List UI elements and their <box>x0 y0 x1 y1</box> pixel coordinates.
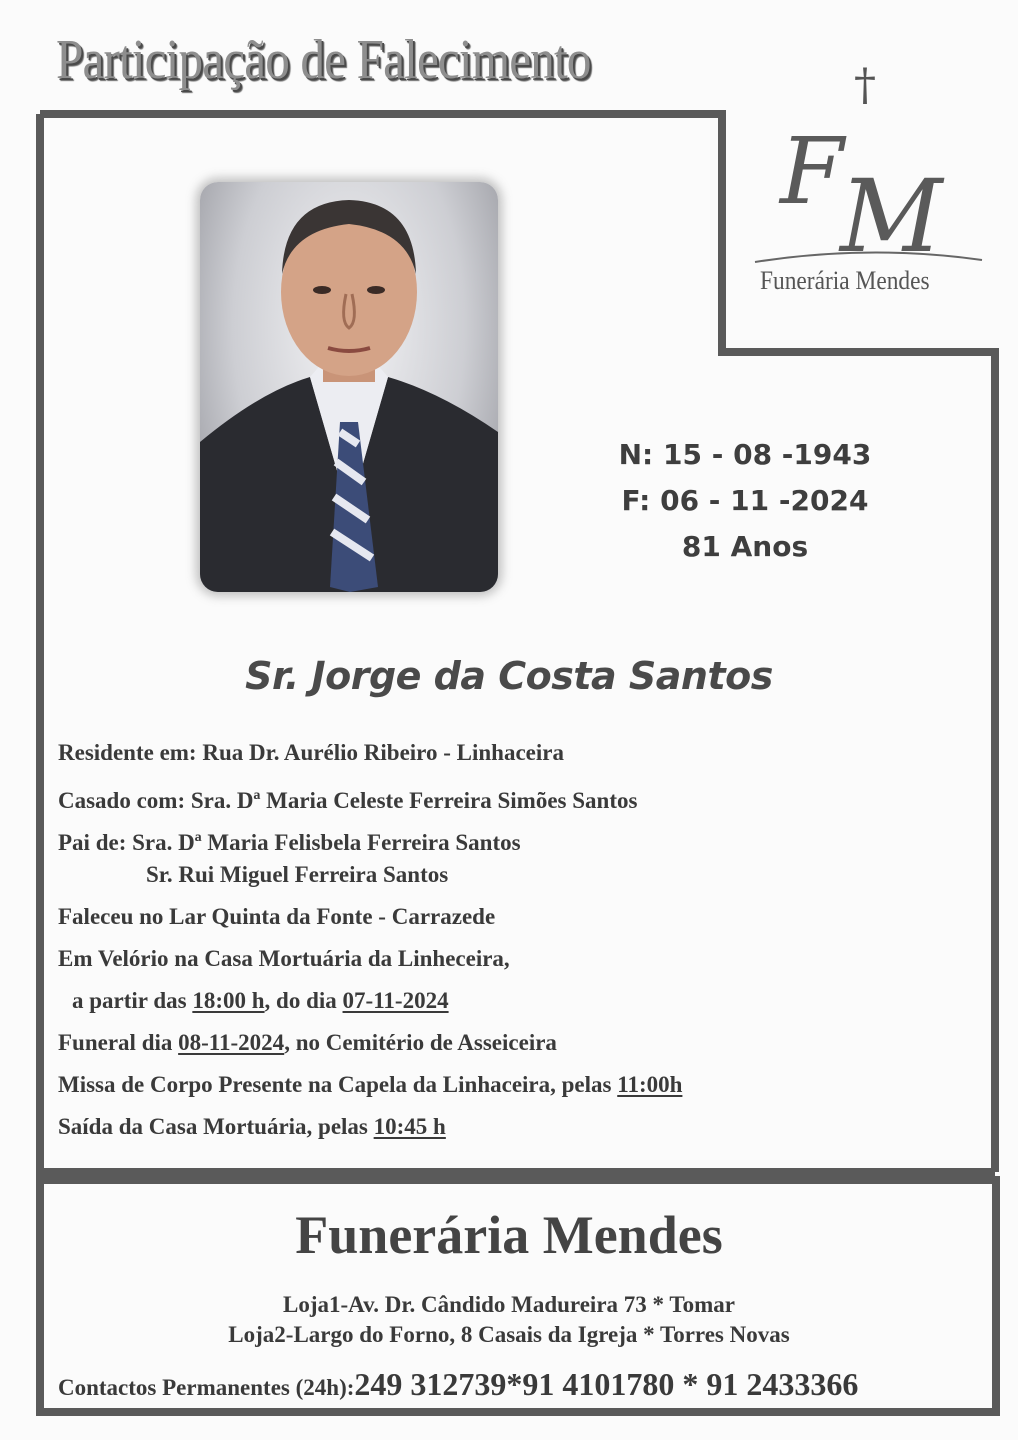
death-date: F: 06 - 11 -2024 <box>621 484 869 517</box>
life-dates <box>600 432 890 570</box>
funeraria-logo <box>750 60 990 310</box>
wake-time-line <box>72 988 449 1014</box>
contacts-line <box>58 1366 858 1403</box>
departure-prefix: Saída da Casa Mortuária, pelas <box>58 1114 374 1139</box>
children-line-2: Sr. Rui Miguel Ferreira Santos <box>146 862 449 887</box>
departure-time: 10:45 h <box>373 1114 446 1139</box>
monogram-letter-f: F <box>780 118 844 225</box>
death-place-line: Faleceu no Lar Quinta da Fonte - Carrazede <box>58 904 496 929</box>
birth-date: N: 15 - 08 -1943 <box>618 438 872 471</box>
mass-prefix: Missa de Corpo Presente na Capela da Linhaceira, pelas <box>58 1072 618 1097</box>
footer-brand: Funerária Mendes <box>295 1205 723 1265</box>
store-address-2: Loja2-Largo do Forno, 8 Casais da Igreja * Torres Novas <box>228 1322 790 1347</box>
wake-line: Em Velório na Casa Mortuária da Linheceira, <box>58 946 510 971</box>
departure-line <box>58 1114 446 1140</box>
mass-time: 11:00h <box>617 1072 683 1097</box>
wake-from-prefix: a partir das <box>72 988 193 1013</box>
funeral-suffix: , no Cemitério de Asseiceira <box>284 1030 557 1055</box>
spouse-line: Casado com: Sra. Dª Maria Celeste Ferreira Simões Santos <box>58 788 638 813</box>
deceased-name: Sr. Jorge da Costa Santos <box>245 654 773 698</box>
monogram-letter-m: M <box>840 158 943 275</box>
funeral-prefix: Funeral dia <box>58 1030 179 1055</box>
store-address-1: Loja1-Av. Dr. Cândido Madureira 73 * Tomar <box>283 1292 735 1317</box>
deceased-portrait <box>200 182 498 592</box>
mass-line <box>58 1072 682 1098</box>
logo-name: Funerária Mendes <box>760 266 930 295</box>
children-line-1: Pai de: Sra. Dª Maria Felisbela Ferreira Santos <box>58 830 521 855</box>
age: 81 Anos <box>681 530 809 563</box>
logo-swoosh <box>750 248 990 268</box>
wake-time: 18:00 h <box>192 988 265 1013</box>
funeral-line <box>58 1030 557 1056</box>
wake-date: 07-11-2024 <box>342 988 449 1013</box>
page-title: Participação de Falecimento <box>56 29 591 91</box>
contacts-label: Contactos Permanentes (24h): <box>58 1375 355 1400</box>
funeral-date: 08-11-2024 <box>178 1030 285 1055</box>
wake-from-mid: , do dia <box>264 988 343 1013</box>
cross-icon: † <box>854 60 876 111</box>
phone-numbers: 249 312739*91 4101780 * 91 2433366 <box>354 1366 859 1402</box>
residence-line: Residente em: Rua Dr. Aurélio Ribeiro - Linhaceira <box>58 740 564 765</box>
